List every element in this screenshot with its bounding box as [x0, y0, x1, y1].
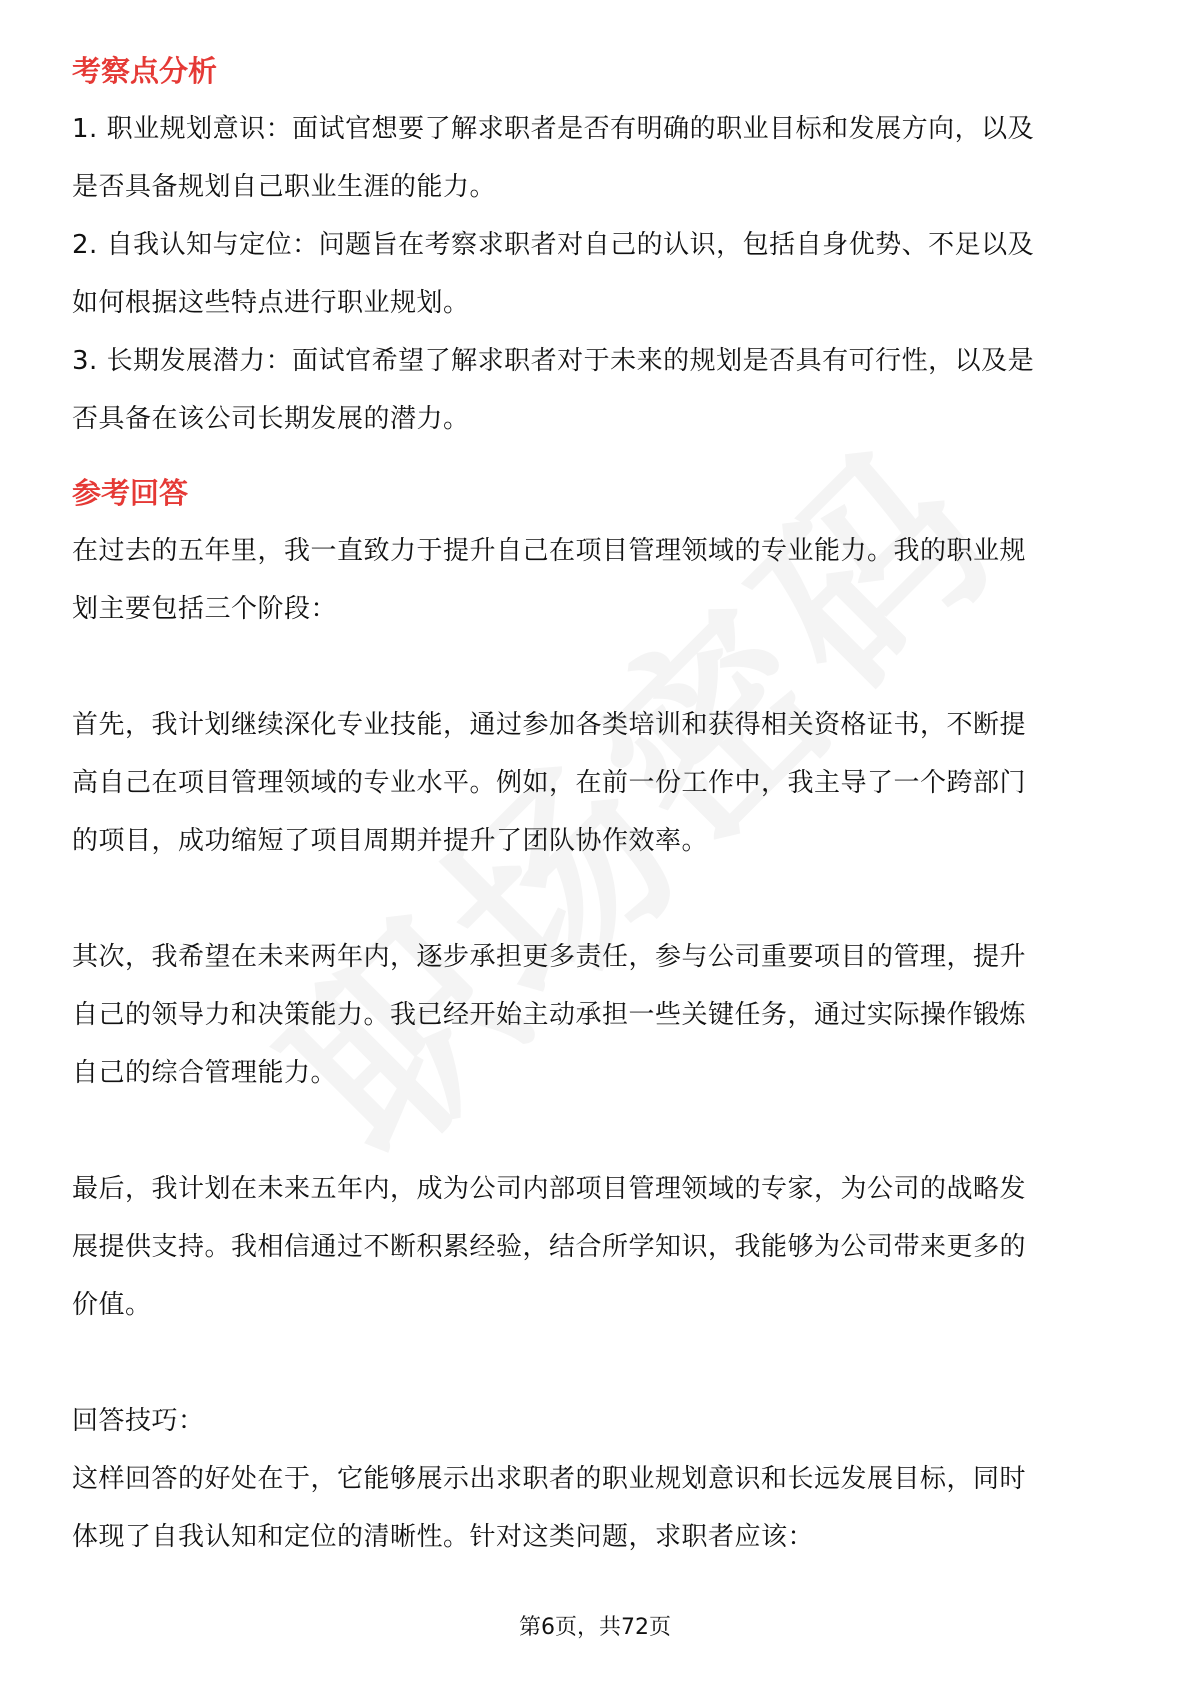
answer-paragraph-1-line: 划主要包括三个阶段： [72, 594, 338, 624]
answer-paragraph-2-line: 首先，我计划继续深化专业技能，通过参加各类培训和获得相关资格证书，不断提 [72, 710, 1027, 740]
answer-paragraph-4-line: 最后，我计划在未来五年内，成为公司内部项目管理领域的专家，为公司的战略发 [72, 1174, 1027, 1204]
answer-paragraph-4-line: 展提供支持。我相信通过不断积累经验，结合所学知识，我能够为公司带来更多的 [72, 1232, 1027, 1262]
answer-paragraph-3-line: 自己的综合管理能力。 [72, 1058, 338, 1088]
answer-paragraph-2-line: 高自己在项目管理领域的专业水平。例如，在前一份工作中，我主导了一个跨部门 [72, 768, 1027, 798]
tips-line: 这样回答的好处在于，它能够展示出求职者的职业规划意识和长远发展目标，同时 [72, 1464, 1027, 1494]
answer-paragraph-1-line: 在过去的五年里，我一直致力于提升自己在项目管理领域的专业能力。我的职业规 [72, 536, 1027, 566]
answer-paragraph-4-line: 价值。 [72, 1290, 152, 1320]
analysis-heading: 考察点分析 [72, 54, 218, 88]
analysis-line: 1. 职业规划意识：面试官想要了解求职者是否有明确的职业目标和发展方向，以及 [72, 114, 1035, 144]
answer-heading: 参考回答 [72, 476, 189, 510]
analysis-line: 3. 长期发展潜力：面试官希望了解求职者对于未来的规划是否具有可行性，以及是 [72, 346, 1035, 376]
answer-paragraph-3-line: 其次，我希望在未来两年内，逐步承担更多责任，参与公司重要项目的管理，提升 [72, 942, 1027, 972]
page-number: 第6页，共72页 [519, 1615, 671, 1640]
analysis-line: 如何根据这些特点进行职业规划。 [72, 288, 470, 318]
analysis-line: 否具备在该公司长期发展的潜力。 [72, 404, 470, 434]
answer-paragraph-2-line: 的项目，成功缩短了项目周期并提升了团队协作效率。 [72, 826, 709, 856]
analysis-line: 2. 自我认知与定位：问题旨在考察求职者对自己的认识，包括自身优势、不足以及 [72, 230, 1035, 260]
analysis-line: 是否具备规划自己职业生涯的能力。 [72, 172, 497, 202]
page-content [72, 42, 1118, 1566]
tips-line: 体现了自我认知和定位的清晰性。针对这类问题，求职者应该： [72, 1522, 815, 1552]
answer-paragraph-3-line: 自己的领导力和决策能力。我已经开始主动承担一些关键任务，通过实际操作锻炼 [72, 1000, 1027, 1030]
tips-label: 回答技巧： [72, 1406, 205, 1436]
